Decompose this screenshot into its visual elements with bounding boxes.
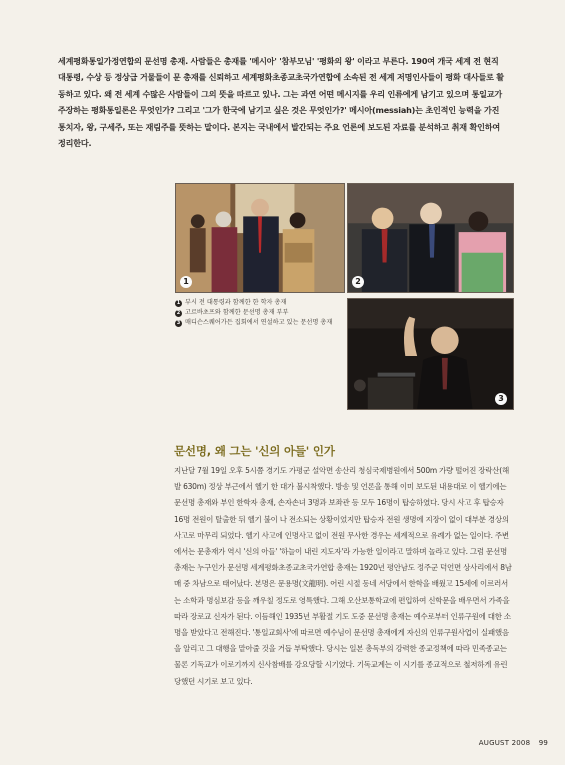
caption-number: 3 xyxy=(176,319,181,326)
footer-year: 2008 xyxy=(511,739,531,747)
caption-number: 2 xyxy=(176,309,181,316)
page-footer xyxy=(479,739,548,747)
page-number: 99 xyxy=(538,739,548,747)
caption-text: 매디슨스퀘어가든 집회에서 연설하고 있는 문선명 총재 xyxy=(185,319,333,326)
caption-number: 1 xyxy=(176,299,181,306)
photo-gorbachev-meeting-image xyxy=(348,184,513,292)
footer-month: AUGUST xyxy=(478,739,510,747)
photo-number-badge: 1 xyxy=(180,276,192,288)
intro-paragraph: 세계평화통일가정연합의 문선명 총재. 사람들은 총재를 '메시아' '참부모님' '평화의 왕' 이라고 부른다. 190여 개국 세계 전 현직 대통령, 수상 등 정상급 거물들이 문 총재를 신뢰하고 세계평화초종교초국가연합에 소속된 전 세계 저명인사들이 평화 대사들로 활동하고 있다. 왜 전 세계 수많은 사람들이 그의 뜻을 따르고 있나. 그는 과연 어떤 메시지를 우리 인류에게 남기고 있으며 통일교가 주장하는 평화통일론은 무엇인가? 그리고 '그가 한국에 남기고 싶은 것은 무엇인가?' 메시아(messiah)는 초인적인 능력을 가진 통치자, 왕, 구세주, 또는 재림주를 뜻하는 말이다. 본지는 국내에서 발간되는 주요 언론에 보도된 자료를 분석하고 취재 확인하여 정리한다. xyxy=(58,56,504,149)
photo-bush-meeting-image xyxy=(176,184,344,292)
caption-text: 부시 전 대통령과 함께한 한 학자 총재 xyxy=(185,299,287,306)
photo-madison-speech-image xyxy=(348,299,513,409)
photo-number-badge: 3 xyxy=(495,393,507,405)
photo-gorbachev-meeting xyxy=(347,183,514,293)
section-body: 지난달 7월 19일 오후 5시쯤 경기도 가평군 설악면 송산리 청심국제병원에서 500m 가량 떨어진 장락산(해발 630m) 정상 부근에서 헬기 한 대가 불시착했다. 방송 및 언론을 통해 이미 보도된 내용대로 이 헬기에는 문선명 총재와 부인 한학자 총재, 손자손녀 3명과 보좌관 등 모두 16명이 탑승하였다. 당시 사고 후 탑승자 16명 전원이 탈출한 뒤 헬기 불이 나 전소되는 상황이었지만 탑승자 전원 생명에 지장이 없이 대부분 경상의 사고로 마무리 되었다. 헬기 사고에 인명사고 없이 전원 무사한 경우는 세계적으로 유례가 없는 일이다. 주변에서는 문총재가 역시 '신의 아들' '하늘이 내린 지도자'라 가능한 일이라고 말하며 놀라고 있다. 그럼 문선명 총재는 누구인가 문선명 세계평화초종교초국가연합 총재는 1920년 평안남도 정주군 덕언면 상사리에서 8남매 중 차남으로 태어났다. 본명은 문용명(文龍明). 어린 시절 동네 서당에서 한학을 배웠고 15세에 이르러서는 소학과 명심보감 등을 깨우칠 정도로 영특했다. 그해 오산보통학교에 편입하여 신학문을 배우면서 가족을 따라 장로교 신자가 된다. 이듬해인 1935년 부활절 기도 도중 문선명 총재는 예수로부터 인류구원에 대한 소명을 받았다고 전해진다. '통일교회사'에 따르면 예수님이 문선명 총재에게 자신의 인류구원사업이 실패했음을 알리고 그 대행을 맡아줄 것을 거듭 부탁했다. 당시는 일본 총독부의 강력한 종교정책에 따라 민족종교는 물론 기독교가 이로기까지 신사참배를 강요당할 시기였다. 기독교계는 이 시기를 종교적으로 철저하게 유린당했던 시기로 보고 있다. xyxy=(174,466,512,686)
photo-number-badge: 2 xyxy=(352,276,364,288)
section-heading: 문선명, 왜 그는 '신의 아들' 인가 xyxy=(174,444,335,458)
caption-text: 고르바초프와 함께한 문선명 총재 부부 xyxy=(185,309,289,316)
caption-item xyxy=(175,308,345,318)
caption-item xyxy=(175,318,345,328)
photo-madison-speech xyxy=(347,298,514,410)
caption-item xyxy=(175,298,345,308)
photo-captions xyxy=(175,298,345,328)
photo-bush-meeting xyxy=(175,183,345,293)
